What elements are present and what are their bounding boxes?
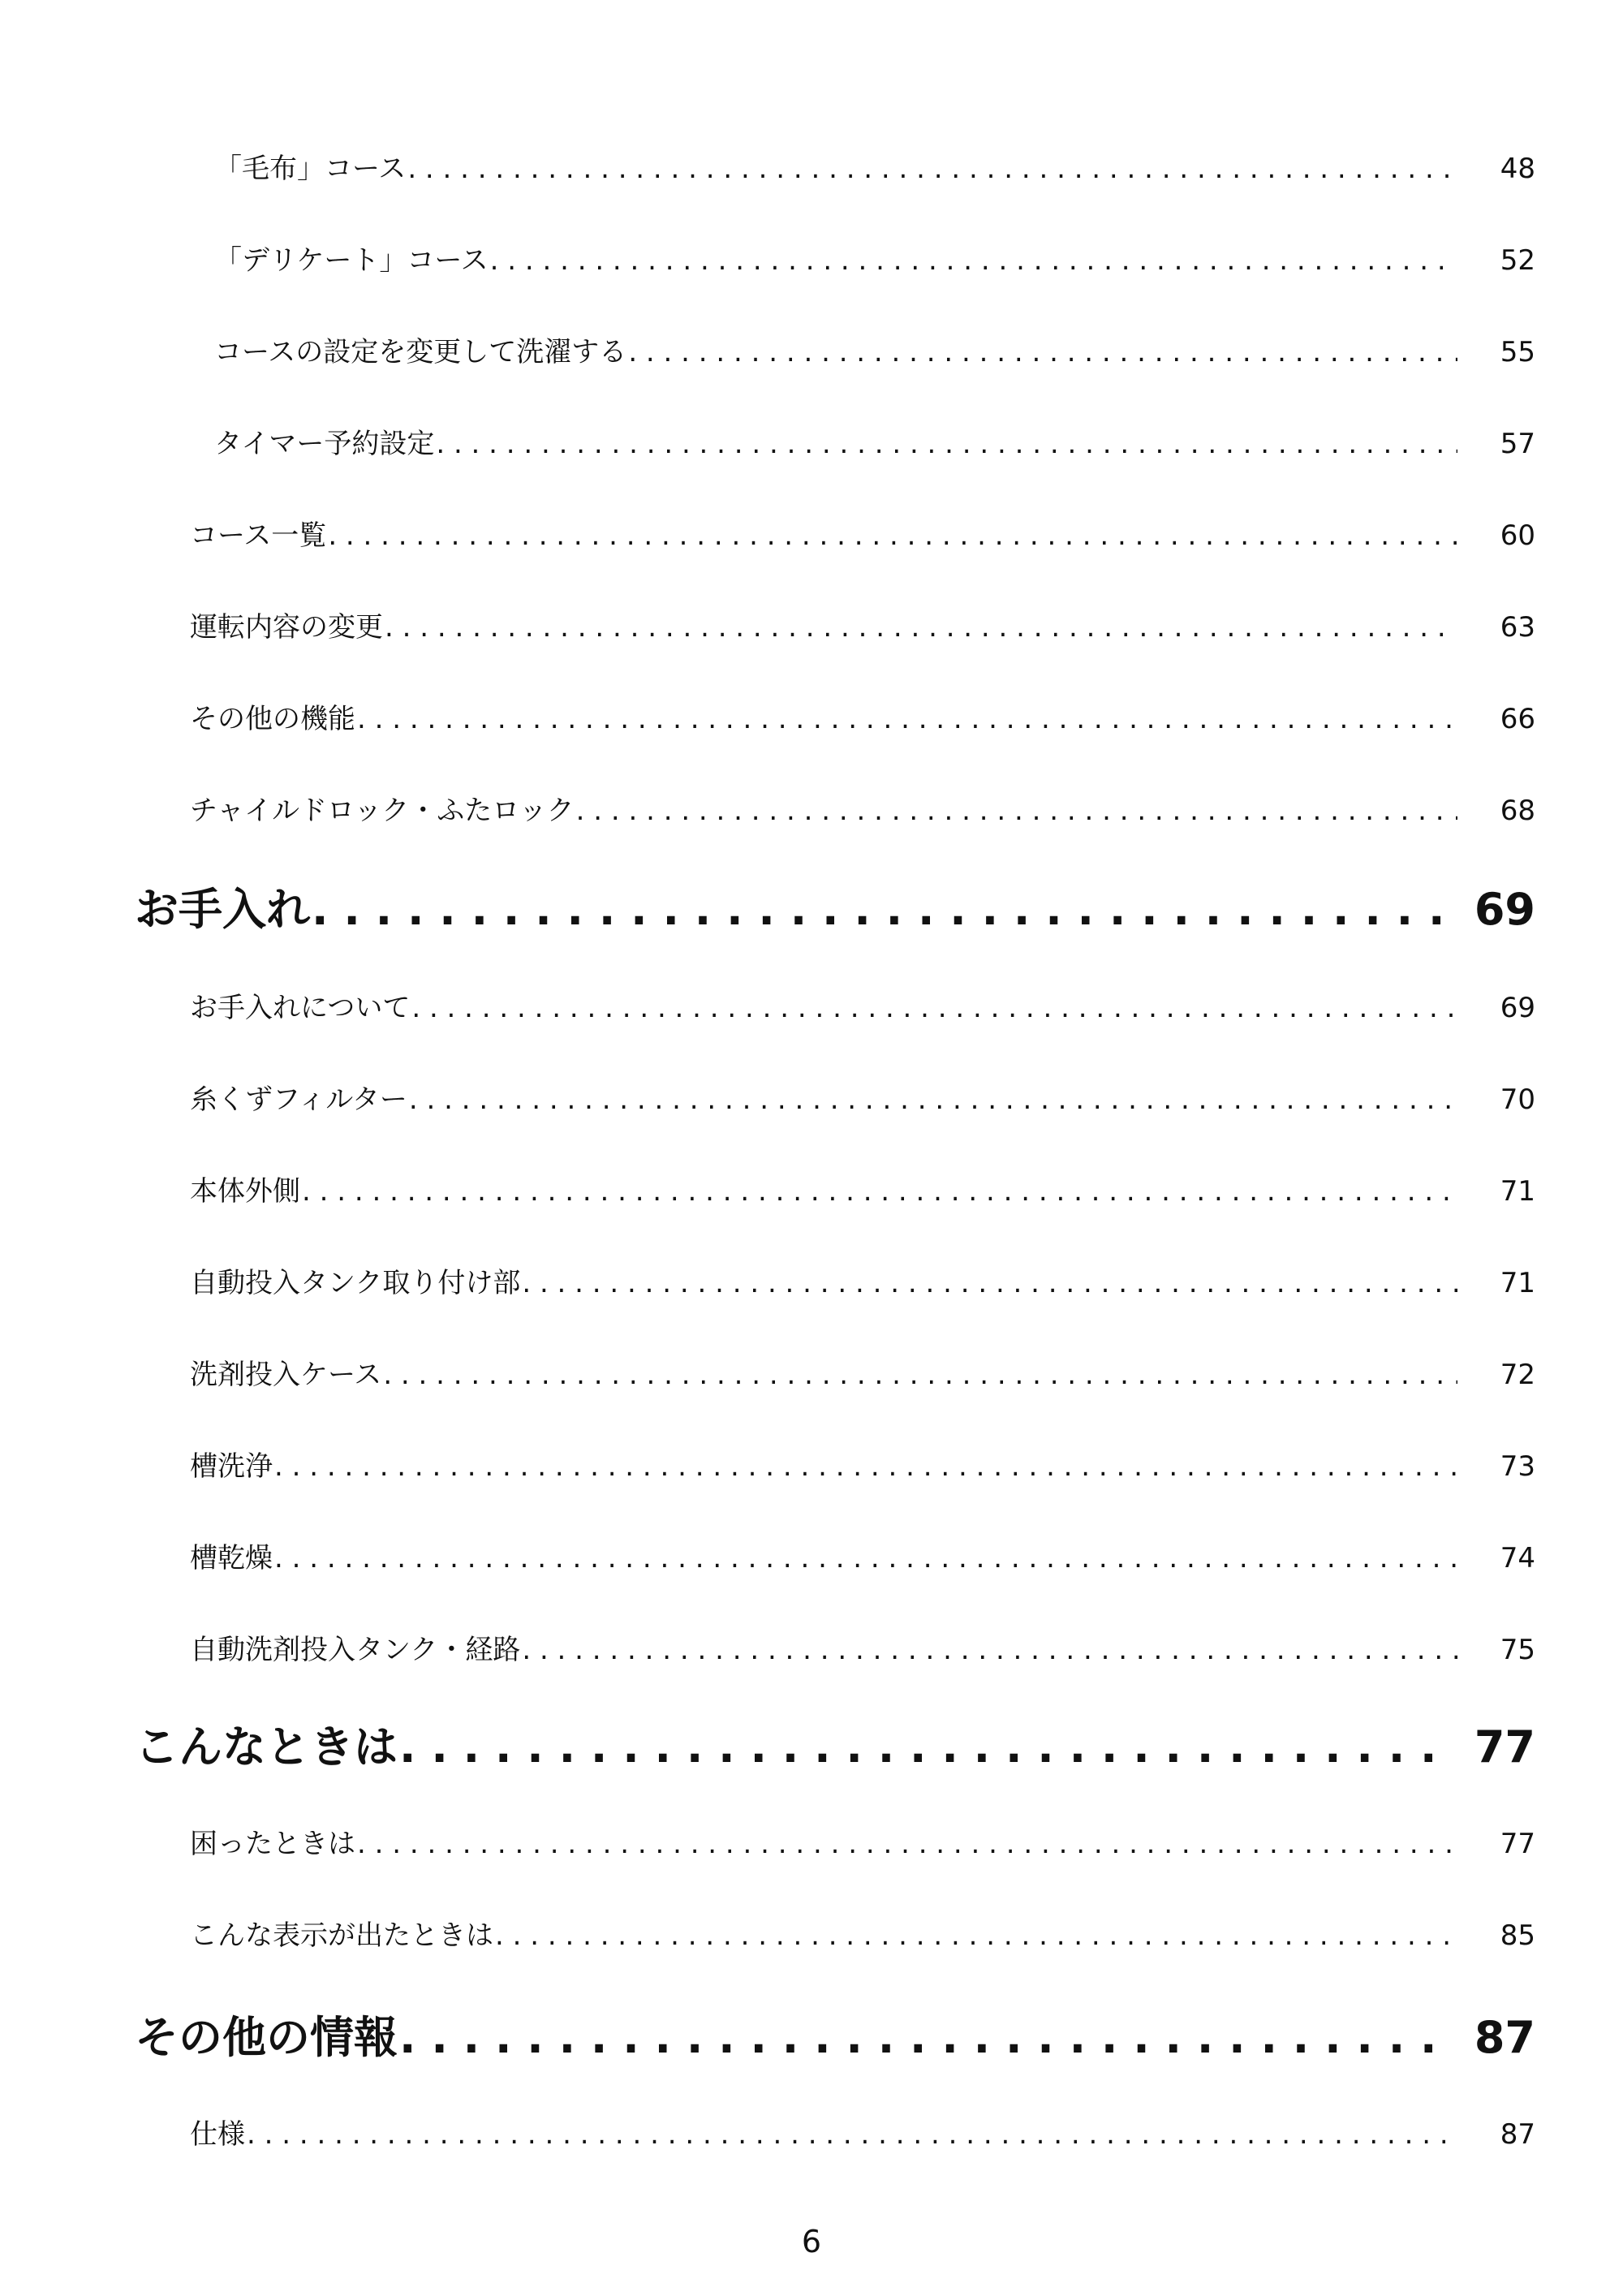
toc-entry-page: 48 (1500, 153, 1535, 185)
toc-section-heading[interactable] (135, 875, 1535, 937)
dot-leader (522, 1267, 1457, 1299)
toc-entry[interactable] (190, 1169, 1535, 1208)
toc-entry-title: 本体外側 (190, 1175, 300, 1208)
toc-entry[interactable] (190, 513, 1535, 553)
toc-entry[interactable] (190, 1077, 1535, 1117)
toc-section-title: その他の情報 (135, 2012, 398, 2063)
dot-leader (409, 1083, 1457, 1116)
toc-entry-title: お手入れについて (190, 992, 411, 1024)
toc-entry[interactable] (190, 2112, 1535, 2152)
dot-leader (383, 1359, 1457, 1391)
dot-leader (490, 244, 1457, 277)
toc-entry-page: 71 (1500, 1175, 1535, 1208)
dot-leader (407, 153, 1457, 185)
toc-entry-page: 69 (1500, 992, 1535, 1024)
toc-entry[interactable] (190, 1913, 1535, 1953)
toc-entry-page: 55 (1500, 336, 1535, 368)
toc-entry-title: コースの設定を変更して洗濯する (214, 336, 627, 368)
toc-entry-page: 63 (1500, 611, 1535, 644)
toc-entry[interactable] (190, 985, 1535, 1025)
toc-entry-title: チャイルドロック・ふたロック (190, 795, 575, 827)
toc-entry-page: 85 (1500, 1919, 1535, 1952)
dot-leader (436, 428, 1457, 460)
toc-entry[interactable] (190, 1352, 1535, 1392)
toc-entry-title: 「毛布」コース (214, 153, 407, 185)
toc-entry-title: 運転内容の変更 (190, 611, 383, 644)
dot-leader (357, 703, 1457, 735)
toc-section-title: お手入れ (135, 884, 310, 935)
toc-entry[interactable] (190, 1821, 1535, 1861)
toc-entry-title: 自動投入タンク取り付け部 (190, 1267, 521, 1299)
dot-leader (399, 2012, 1449, 2063)
toc-section-page: 87 (1474, 2012, 1535, 2063)
toc-entry[interactable] (214, 146, 1535, 186)
toc-entry[interactable] (190, 696, 1535, 736)
dot-leader (247, 2118, 1457, 2151)
toc-entry-title: 「デリケート」コース (214, 244, 489, 277)
toc-entry-title: 槽乾燥 (190, 1542, 273, 1574)
toc-entry-title: その他の機能 (190, 703, 355, 735)
toc-entry-title: コース一覧 (190, 519, 327, 552)
toc-entry-title: タイマー予約設定 (214, 428, 435, 460)
toc-entry-page: 75 (1500, 1634, 1535, 1666)
toc-entry[interactable] (214, 330, 1535, 369)
dot-leader (302, 1175, 1457, 1208)
toc-section-heading[interactable] (135, 2003, 1535, 2066)
toc-entry-title: 困ったときは (190, 1828, 355, 1860)
dot-leader (357, 1828, 1457, 1860)
dot-leader (522, 1634, 1457, 1666)
toc-entry-page: 68 (1500, 795, 1535, 827)
toc-section-title: こんなときは (135, 1721, 398, 1773)
toc-entry-page: 57 (1500, 428, 1535, 460)
toc-section-page: 69 (1474, 884, 1535, 935)
dot-leader (628, 336, 1457, 368)
toc-entry-page: 70 (1500, 1083, 1535, 1116)
toc-entry-page: 71 (1500, 1267, 1535, 1299)
dot-leader (576, 795, 1457, 827)
dot-leader (385, 611, 1457, 644)
toc-entry-title: こんな表示が出たときは (190, 1919, 493, 1952)
dot-leader (274, 1542, 1457, 1574)
toc-entry[interactable] (190, 1536, 1535, 1575)
toc-entry[interactable] (214, 421, 1535, 461)
toc-entry-page: 72 (1500, 1359, 1535, 1391)
toc-entry-title: 洗剤投入ケース (190, 1359, 382, 1391)
toc-entry-title: 糸くずフィルター (190, 1083, 407, 1116)
toc-entry[interactable] (190, 1260, 1535, 1300)
toc-entry[interactable] (214, 238, 1535, 278)
toc-entry[interactable] (190, 1627, 1535, 1667)
toc-entry[interactable] (190, 1444, 1535, 1484)
dot-leader (399, 1721, 1449, 1773)
toc-entry-page: 74 (1500, 1542, 1535, 1574)
toc-section-heading[interactable] (135, 1712, 1535, 1775)
toc-entry-title: 仕様 (190, 2118, 245, 2151)
toc-entry-page: 77 (1500, 1828, 1535, 1860)
toc-entry-page: 66 (1500, 703, 1535, 735)
toc-entry[interactable] (190, 605, 1535, 644)
toc-entry-page: 60 (1500, 519, 1535, 552)
toc-section-page: 77 (1474, 1721, 1535, 1773)
dot-leader (495, 1919, 1457, 1952)
dot-leader (274, 1450, 1457, 1483)
toc-entry-page: 52 (1500, 244, 1535, 277)
dot-leader (411, 992, 1457, 1024)
toc-entry-page: 87 (1500, 2118, 1535, 2151)
toc-entry[interactable] (190, 788, 1535, 828)
dot-leader (328, 519, 1457, 552)
toc-entry-title: 槽洗浄 (190, 1450, 273, 1483)
toc-entry-page: 73 (1500, 1450, 1535, 1483)
toc-entry-title: 自動洗剤投入タンク・経路 (190, 1634, 521, 1666)
page-number: 6 (801, 2224, 822, 2259)
dot-leader (312, 884, 1449, 935)
